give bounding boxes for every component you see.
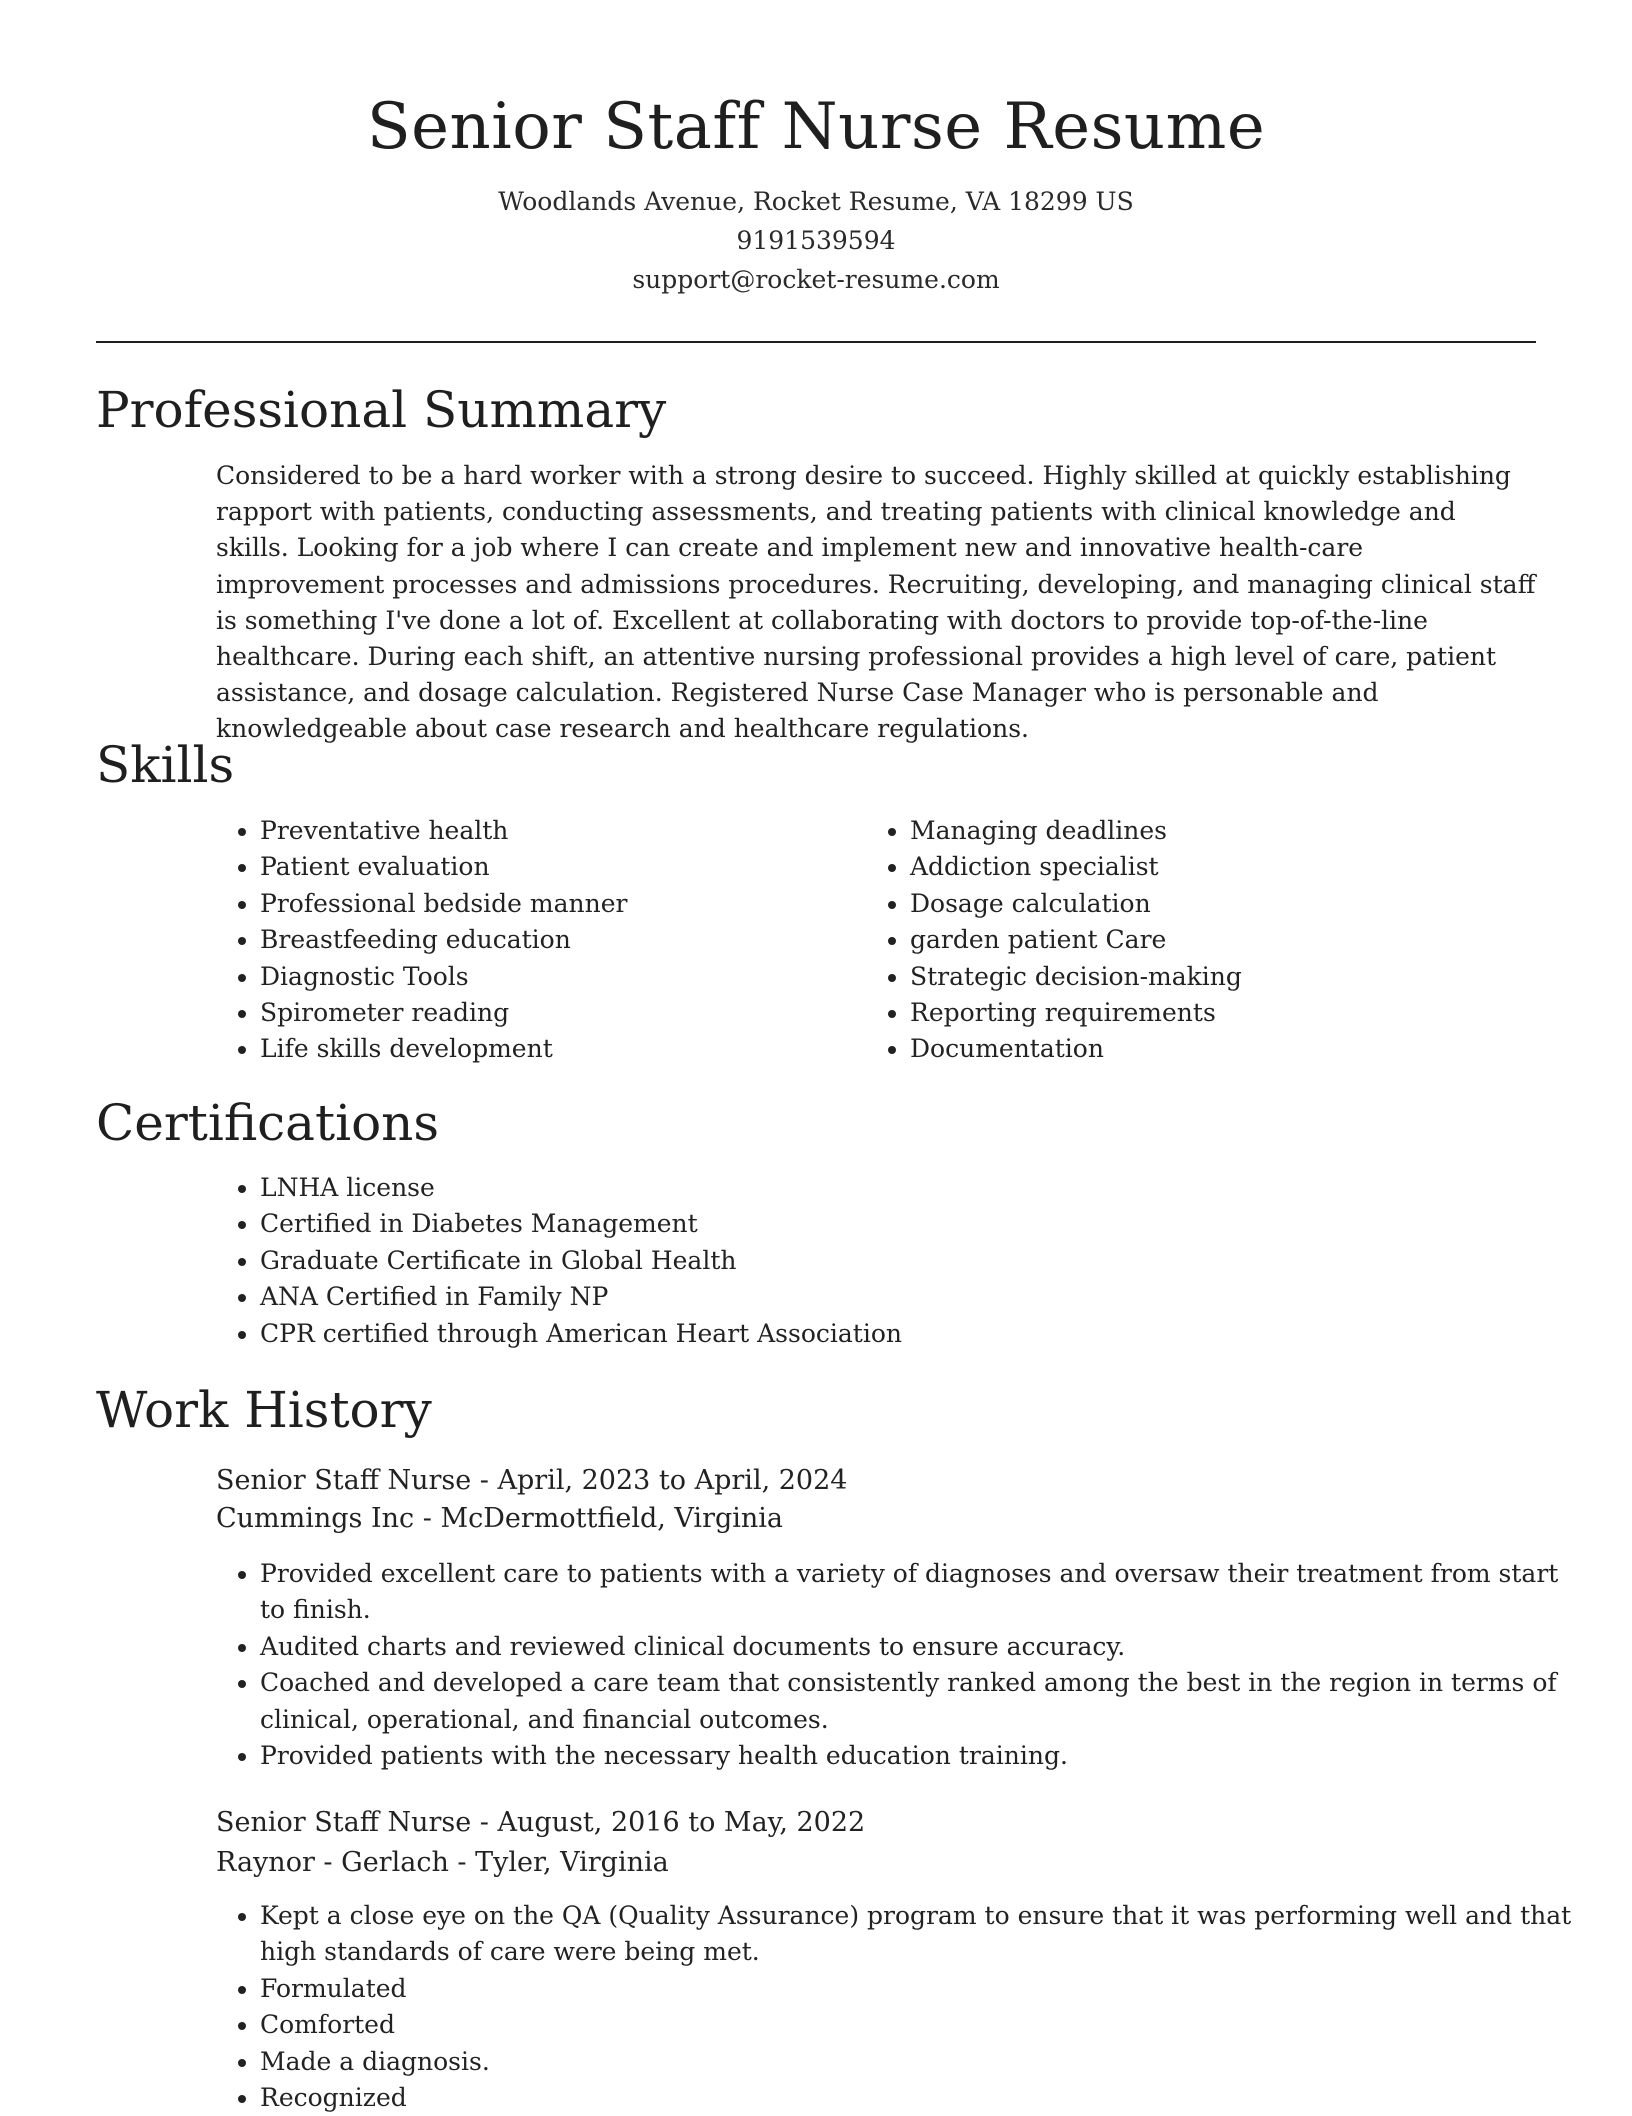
job-duty-item: • Provided excellent care to patients with a variety of diagnoses and oversaw their treatment from start to finish. <box>260 1556 1580 1629</box>
skill-item: • Breastfeeding education <box>260 922 860 958</box>
certification-item: • ANA Certified in Family NP <box>260 1279 1460 1315</box>
skill-item: • Patient evaluation <box>260 849 860 885</box>
skill-item: • Diagnostic Tools <box>260 959 860 995</box>
contact-block <box>0 182 1632 299</box>
certifications-list <box>216 1170 1460 1352</box>
contact-phone: 9191539594 <box>736 226 896 255</box>
job-role: Senior Staff Nurse <box>216 1807 472 1838</box>
job-company: Cummings Inc <box>216 1503 415 1534</box>
job-title-line <box>216 1461 847 1501</box>
work-history-heading: Work History <box>96 1381 432 1439</box>
skills-list-right <box>866 813 1550 1068</box>
job-title-line <box>216 1803 865 1843</box>
certification-item: • Graduate Certificate in Global Health <box>260 1243 1460 1279</box>
job-duty-item: • Coached and developed a care team that consistently ranked among the best in the region in terms of clinical, operational, and financial outcomes. <box>260 1665 1580 1738</box>
job-company-line <box>216 1499 783 1539</box>
job-duty-item: • Kept a close eye on the QA (Quality Assurance) program to ensure that it was performing well and that high standards of care were being met. <box>260 1898 1580 1971</box>
skills-list-left <box>216 813 860 1068</box>
job-role: Senior Staff Nurse <box>216 1465 472 1496</box>
certifications-heading: Certifications <box>96 1094 440 1152</box>
contact-email: support@rocket-resume.com <box>632 265 1000 294</box>
certification-item: • LNHA license <box>260 1170 1460 1206</box>
skill-item: • Life skills development <box>260 1031 860 1067</box>
certification-item: • CPR certified through American Heart Association <box>260 1316 1460 1352</box>
job-dates: - April, 2023 to April, 2024 <box>471 1465 848 1496</box>
skill-item: • Dosage calculation <box>910 886 1550 922</box>
job-company-line <box>216 1843 669 1883</box>
summary-text: Considered to be a hard worker with a strong desire to succeed. Highly skilled at quickly establishing rapport with patients, conducting assessments, and treating patients with clinical knowledge and skills. Looking for a job where I can create and implement new and innovative health-care improvement processes and admissions procedures. Recruiting, developing, and managing clinical staff is something I've done a lot of. Excellent at collaborating with doctors to provide top-of-the-line healthcare. During each shift, an attentive nursing professional provides a high level of care, patient assistance, and dosage calculation. Registered Nurse Case Manager who is personable and knowledgeable about case research and healthcare regulations. <box>216 461 1536 744</box>
certification-item: • Certified in Diabetes Management <box>260 1206 1460 1242</box>
job-duty-item: • Comforted <box>260 2007 1580 2043</box>
skill-item: • garden patient Care <box>910 922 1550 958</box>
job-duty-item: • Formulated <box>260 1971 1580 2007</box>
job-duty-item: • Made a diagnosis. <box>260 2044 1580 2080</box>
skill-item: • Managing deadlines <box>910 813 1550 849</box>
contact-address: Woodlands Avenue, Rocket Resume, VA 18299 US <box>498 187 1134 216</box>
job-duties-list <box>216 1898 1580 2116</box>
skill-item: • Preventative health <box>260 813 860 849</box>
skill-item: • Professional bedside manner <box>260 886 860 922</box>
skill-item: • Spirometer reading <box>260 995 860 1031</box>
job-duty-item: • Recognized <box>260 2080 1580 2116</box>
job-duties-list <box>216 1556 1580 1774</box>
summary-heading: Professional Summary <box>96 381 667 439</box>
skill-item: • Documentation <box>910 1031 1550 1067</box>
skills-heading: Skills <box>96 736 235 794</box>
skill-item: • Addiction specialist <box>910 849 1550 885</box>
job-company: Raynor - Gerlach <box>216 1847 449 1878</box>
job-dates: - August, 2016 to May, 2022 <box>471 1807 866 1838</box>
skill-item: • Reporting requirements <box>910 995 1550 1031</box>
job-location: - Tyler, Virginia <box>448 1847 669 1878</box>
job-location: - McDermottfield, Virginia <box>414 1503 784 1534</box>
resume-header <box>0 0 1632 299</box>
header-divider <box>96 341 1536 343</box>
skill-item: • Strategic decision-making <box>910 959 1550 995</box>
job-duty-item: • Provided patients with the necessary health education training. <box>260 1738 1580 1774</box>
job-duty-item: • Audited charts and reviewed clinical documents to ensure accuracy. <box>260 1629 1580 1665</box>
resume-title: Senior Staff Nurse Resume <box>366 90 1266 164</box>
